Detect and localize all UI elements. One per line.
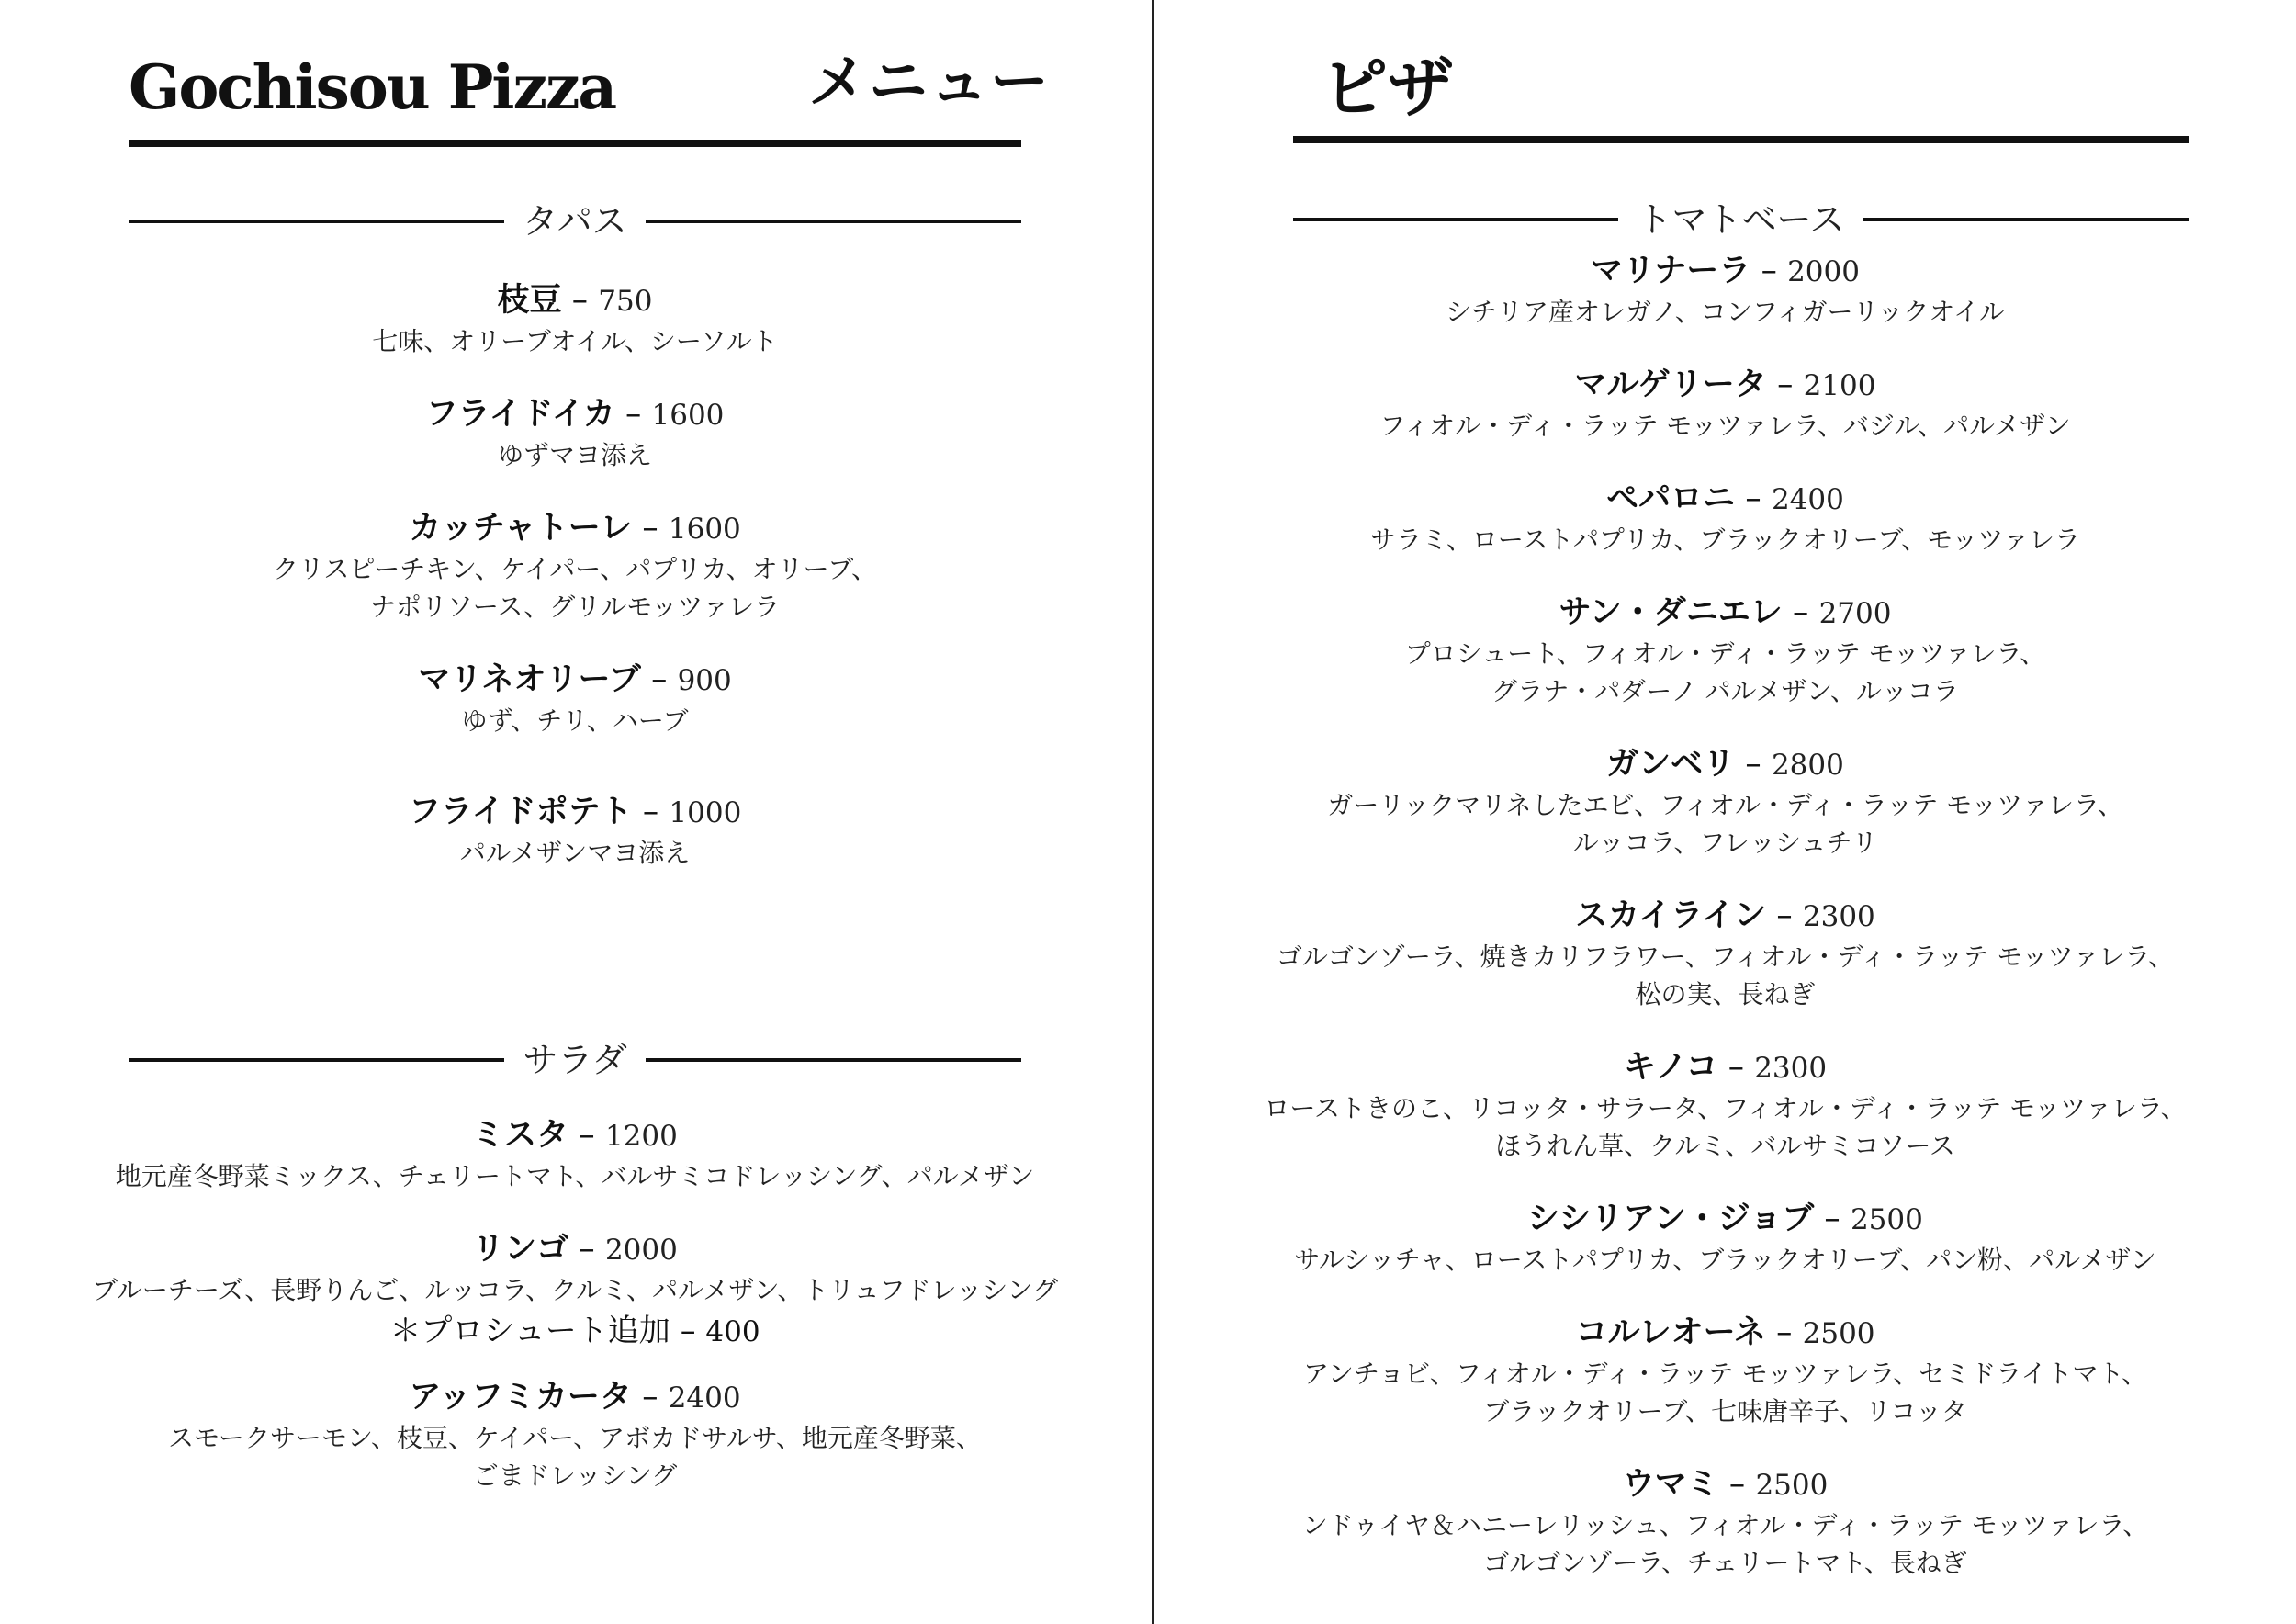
item-name: ペパロニ — [1606, 480, 1736, 517]
menu-item: ウマミ – 2500 ンドゥイヤ＆ハニーレリッシュ、フィオル・ディ・ラッテ モッツァレラ、 ゴルゴンゾーラ、チェリートマト、長ねぎ — [1173, 1463, 2278, 1582]
addon-price: 400 — [705, 1315, 760, 1348]
item-description: スモークサーモン、枝豆、ケイパー、アボカドサルサ、地元産冬野菜、 — [168, 1423, 982, 1453]
section-header-tapas — [129, 201, 1021, 242]
item-description: ブルーチーズ、長野りんご、ルッコラ、クルミ、パルメザン、トリュフドレッシング — [91, 1275, 1059, 1305]
menu-item: マリナーラ – 2000 シチリア産オレガノ、コンフィガーリックオイル — [1173, 250, 2278, 331]
item-description: ゴルゴンゾーラ、チェリートマト、長ねぎ — [1483, 1548, 1967, 1578]
item-description: サルシッチャ、ローストパプリカ、ブラックオリーブ、パン粉、パルメザン — [1294, 1245, 2156, 1275]
item-price: 1600 — [651, 399, 725, 432]
item-description: ルッコラ、フレッシュチリ — [1572, 828, 1878, 858]
menu-item: シシリアン・ジョブ – 2500 サルシッチャ、ローストパプリカ、ブラックオリーブ、パン粉、パルメザン — [1173, 1198, 2278, 1279]
tapas-list — [37, 279, 1113, 872]
menu-item: 枝豆 – 750 七味、オリーブオイル、シーソルト — [37, 279, 1113, 360]
item-name: スカイライン — [1575, 897, 1767, 934]
item-price: 1200 — [604, 1120, 678, 1153]
item-description: ガーリックマリネしたエビ、フィオル・ディ・ラッテ モッツァレラ、 — [1327, 790, 2123, 820]
item-price: 2300 — [1802, 900, 1875, 933]
item-price: 750 — [598, 285, 653, 318]
menu-item: リンゴ – 2000 ブルーチーズ、長野りんご、ルッコラ、クルミ、パルメザン、トリュフドレッシング ＊プロシュート追加 – 400 — [18, 1228, 1131, 1354]
section-rule-left — [129, 1058, 504, 1062]
item-description: フィオル・ディ・ラッテ モッツァレラ、バジル、パルメザン — [1379, 411, 2071, 441]
item-description: ほうれん草、クルミ、バルサミコソース — [1495, 1131, 1955, 1161]
item-name: キノコ — [1623, 1049, 1718, 1086]
brand-logo-text: Gochisou Pizza — [129, 51, 616, 123]
item-description: シチリア産オレガノ、コンフィガーリックオイル — [1445, 297, 2005, 327]
salad-list — [18, 1114, 1131, 1494]
item-name: 枝豆 — [497, 282, 562, 319]
menu-heading: メニュー — [808, 49, 1051, 117]
item-price: 2500 — [1755, 1469, 1829, 1502]
item-name: ガンベリ — [1606, 746, 1736, 783]
item-description: アンチョビ、フィオル・ディ・ラッテ モッツァレラ、セミドライトマト、 — [1303, 1359, 2147, 1389]
item-price: 2000 — [604, 1234, 678, 1267]
item-name: ウマミ — [1622, 1466, 1719, 1503]
item-price: 2100 — [1803, 369, 1876, 402]
menu-item: マリネオリーブ – 900 ゆず、チリ、ハーブ — [37, 659, 1113, 739]
item-description: 七味、オリーブオイル、シーソルト — [372, 326, 778, 356]
item-name: シシリアン・ジョブ — [1527, 1201, 1815, 1237]
section-rule-right — [1863, 218, 2189, 221]
item-price: 2400 — [1771, 483, 1844, 516]
menu-item: フライドイカ – 1600 ゆずマヨ添え — [37, 393, 1113, 474]
item-name: コルレオーネ — [1575, 1314, 1766, 1351]
menu-item: フライドポテト – 1000 パルメザンマヨ添え — [37, 791, 1113, 872]
section-rule-left — [129, 220, 504, 223]
item-name: フライドイカ — [425, 396, 615, 433]
menu-item: マルゲリータ – 2100 フィオル・ディ・ラッテ モッツァレラ、バジル、パルメザン — [1173, 364, 2278, 445]
item-description: ンドゥイヤ＆ハニーレリッシュ、フィオル・ディ・ラッテ モッツァレラ、 — [1301, 1510, 2149, 1540]
section-label: サラダ — [523, 1040, 627, 1080]
section-label: タパス — [523, 201, 627, 242]
section-rule-left — [1293, 218, 1618, 221]
item-description: ゆず、チリ、ハーブ — [461, 705, 689, 736]
menu-item: キノコ – 2300 ローストきのこ、リコッタ・サラータ、フィオル・ディ・ラッテ モッツァレラ、 ほうれん草、クルミ、バルサミコソース — [1173, 1046, 2278, 1165]
item-name: フライドポテト — [408, 794, 633, 830]
menu-item: カッチャトーレ – 1600 クリスピーチキン、ケイパー、パプリカ、オリーブ、 ナポリソース、グリルモッツァレラ — [37, 507, 1113, 626]
header-rule — [1293, 136, 2189, 143]
section-rule-right — [646, 220, 1021, 223]
item-description: 地元産冬野菜ミックス、チェリートマト、バルサミコドレッシング、パルメザン — [115, 1161, 1035, 1191]
item-description: パルメザンマヨ添え — [459, 838, 691, 868]
section-rule-right — [646, 1058, 1021, 1062]
pizza-list — [1173, 250, 2278, 1582]
item-price: 1000 — [669, 796, 742, 829]
item-description: サラミ、ローストパプリカ、ブラックオリーブ、モッツァレラ — [1369, 524, 2081, 555]
menu-item: ガンベリ – 2800 ガーリックマリネしたエビ、フィオル・ディ・ラッテ モッツァレラ、 ルッコラ、フレッシュチリ — [1173, 743, 2278, 862]
right-page — [1154, 0, 2296, 1624]
item-description: ローストきのこ、リコッタ・サラータ、フィオル・ディ・ラッテ モッツァレラ、 — [1264, 1093, 2187, 1123]
section-label: トマトベース — [1637, 199, 1845, 240]
item-price: 1600 — [668, 513, 741, 546]
item-price: 2500 — [1802, 1317, 1875, 1350]
item-description: 松の実、長ねぎ — [1635, 979, 1816, 1009]
menu-item: ペパロニ – 2400 サラミ、ローストパプリカ、ブラックオリーブ、モッツァレラ — [1173, 478, 2278, 558]
item-price: 2500 — [1850, 1203, 1923, 1236]
section-header-tomato — [1293, 199, 2189, 240]
item-name: サン・ダニエレ — [1559, 594, 1783, 631]
menu-item: アッフミカータ – 2400 スモークサーモン、枝豆、ケイパー、アボカドサルサ、地元産冬野菜、 ごまドレッシング — [18, 1376, 1131, 1494]
item-description: クリスピーチキン、ケイパー、パプリカ、オリーブ、 — [272, 554, 877, 584]
item-name: リンゴ — [472, 1231, 569, 1268]
menu-item: コルレオーネ – 2500 アンチョビ、フィオル・ディ・ラッテ モッツァレラ、セミドライトマト、 ブラックオリーブ、七味唐辛子、リコッタ — [1173, 1312, 2278, 1430]
menu-item: サン・ダニエレ – 2700 プロシュート、フィオル・ディ・ラッテ モッツァレラ、 グラナ・パダーノ パルメザン、ルッコラ — [1173, 592, 2278, 710]
menu-item: ミスタ – 1200 地元産冬野菜ミックス、チェリートマト、バルサミコドレッシング、パルメザン — [18, 1114, 1131, 1195]
item-description: ブラックオリーブ、七味唐辛子、リコッタ — [1483, 1396, 1967, 1427]
item-price: 2700 — [1818, 597, 1892, 630]
addon-label: ＊プロシュート追加 — [389, 1313, 670, 1349]
item-description: ナポリソース、グリルモッツァレラ — [369, 592, 781, 622]
item-description: グラナ・パダーノ パルメザン、ルッコラ — [1491, 676, 1959, 706]
item-addon: ＊プロシュート追加 – 400 — [389, 1313, 760, 1349]
item-description: ゴルゴンゾーラ、焼きカリフラワー、フィオル・ディ・ラッテ モッツァレラ、 — [1276, 942, 2175, 972]
item-price: 2800 — [1771, 749, 1844, 782]
item-price: 2300 — [1754, 1052, 1828, 1085]
item-description: プロシュート、フィオル・ディ・ラッテ モッツァレラ、 — [1404, 638, 2046, 669]
item-description: ごまドレッシング — [472, 1460, 678, 1491]
item-price: 900 — [677, 664, 732, 697]
item-name: マリネオリーブ — [418, 661, 641, 698]
header-rule — [129, 140, 1021, 147]
item-name: ミスタ — [472, 1117, 569, 1154]
item-name: アッフミカータ — [409, 1379, 632, 1415]
item-price: 2000 — [1787, 255, 1860, 288]
menu-item: スカイライン – 2300 ゴルゴンゾーラ、焼きカリフラワー、フィオル・ディ・ラッテ モッツァレラ、 松の実、長ねぎ — [1173, 895, 2278, 1013]
pizza-heading: ピザ — [1322, 50, 1455, 127]
item-name: カッチャトーレ — [409, 510, 633, 547]
item-price: 2400 — [668, 1382, 741, 1415]
item-name: マリナーラ — [1591, 253, 1751, 289]
item-name: マルゲリータ — [1574, 367, 1767, 403]
item-description: ゆずマヨ添え — [497, 440, 652, 470]
section-header-salad — [129, 1040, 1021, 1080]
